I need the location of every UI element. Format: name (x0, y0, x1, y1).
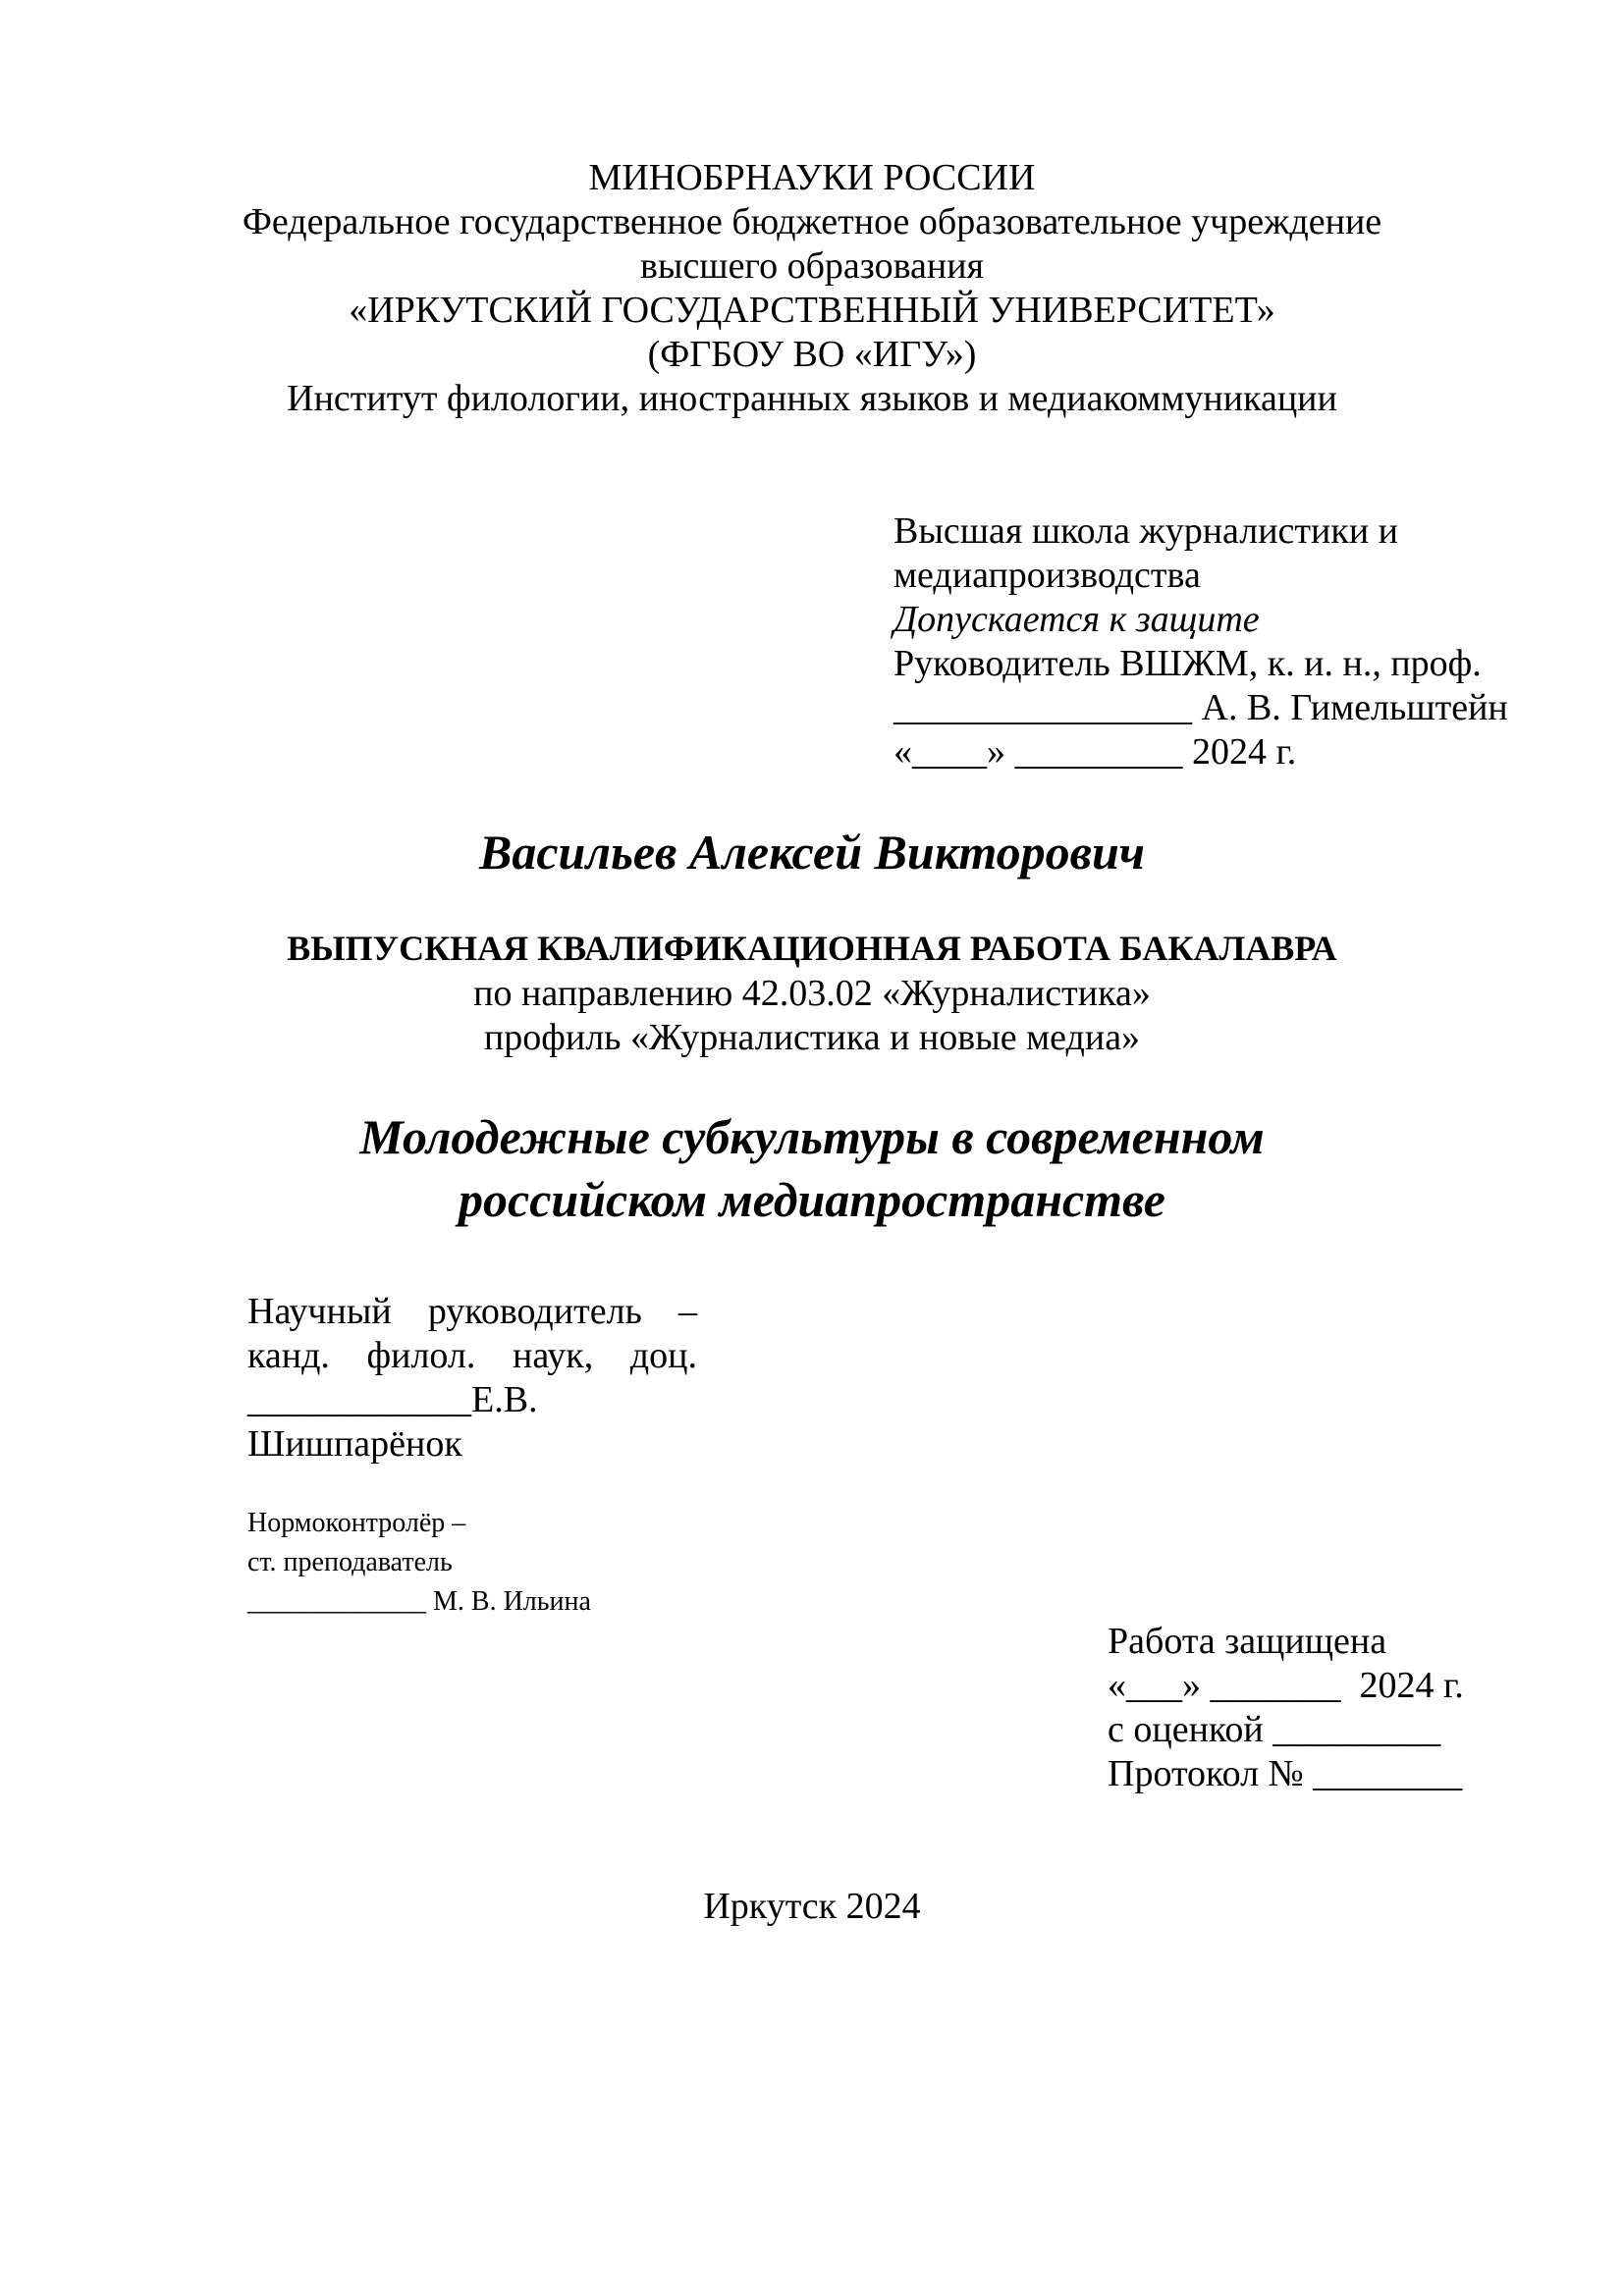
normcontrol-name: М. В. Ильина (433, 1586, 591, 1617)
head-name: А. В. Гимельштейн (1201, 687, 1508, 728)
date-year: 2024 г. (1359, 1665, 1464, 1706)
grade-label: с оценкой (1108, 1709, 1264, 1750)
defense-grade-row (1108, 1711, 1440, 1748)
work-profile: профиль «Журналистика и новые медиа» (483, 1017, 1141, 1058)
university-name: «ИРКУТСКИЙ ГОСУДАРСТВЕННЫЙ УНИВЕРСИТЕТ» (349, 290, 1275, 331)
supervisor-surname: Шишпарёнок (247, 1423, 462, 1465)
institution-line-2: высшего образования (639, 245, 985, 287)
institute-name: Институт филологии, иностранных языков и медиакоммуникации (287, 378, 1337, 419)
normcontrol-signature-row (247, 1588, 591, 1616)
approval-date-row (893, 733, 1296, 771)
ministry-line: МИНОБРНАУКИ РОССИИ (588, 157, 1036, 198)
school-line-1: Высшая школа журналистики и (893, 510, 1399, 552)
work-type: ВЫПУСКНАЯ КВАЛИФИКАЦИОННАЯ РАБОТА БАКАЛАВРА (287, 929, 1337, 968)
date-month-blank: _________ (1014, 731, 1183, 773)
grade-blank: _________ (1272, 1709, 1441, 1750)
defense-date-row (1108, 1667, 1464, 1704)
date-year: 2024 г. (1192, 731, 1297, 773)
head-title: Руководитель ВШЖМ, к. и. н., проф. (893, 643, 1482, 684)
supervisor-signature-row (247, 1381, 538, 1418)
normcontrol-position: ст. преподаватель (247, 1547, 453, 1577)
supervisor-label: Научный руководитель – (247, 1291, 697, 1332)
university-abbreviation: (ФГБОУ ВО «ИГУ») (647, 334, 977, 375)
work-direction: по направлению 42.03.02 «Журналистика» (473, 973, 1151, 1014)
signature-line: _____________ (247, 1586, 426, 1617)
supervisor-degree: канд. филол. наук, доц. (247, 1335, 697, 1376)
normcontrol-label: Нормоконтролёр – (247, 1508, 466, 1538)
admission-note: Допускается к защите (893, 599, 1260, 640)
signature-line: ____________ (247, 1379, 471, 1420)
work-title-line-2: российском медиапространстве (459, 1172, 1165, 1227)
defense-status: Работа защищена (1108, 1621, 1387, 1662)
defense-protocol-row (1108, 1755, 1462, 1792)
protocol-label: Протокол № (1108, 1753, 1304, 1794)
date-day-blank: «____» (893, 731, 1005, 773)
date-day-blank: «___» (1108, 1665, 1201, 1706)
head-signature-row (893, 689, 1508, 726)
work-title-line-1: Молодежные субкультуры в современном (359, 1109, 1265, 1164)
date-month-blank: _______ (1210, 1665, 1341, 1706)
institution-line-1: Федеральное государственное бюджетное образовательное учреждение (242, 201, 1382, 242)
city-year: Иркутск 2024 (703, 1886, 921, 1927)
signature-line: ________________ (893, 687, 1192, 728)
author-name: Васильев Алексей Викторович (478, 825, 1146, 880)
protocol-blank: ________ (1313, 1753, 1463, 1794)
school-line-2: медиапроизводства (893, 555, 1201, 596)
supervisor-initials: Е.В. (471, 1379, 538, 1420)
